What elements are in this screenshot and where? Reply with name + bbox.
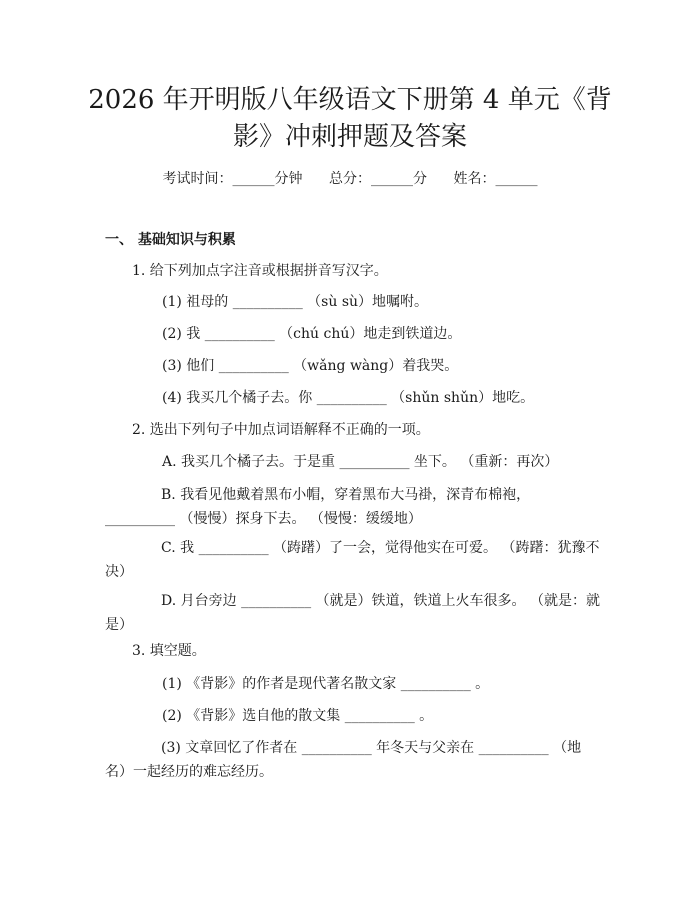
title-line-1: 2026 年开明版八年级语文下册第 4 单元《背 [88,85,612,115]
question-1-item-4: (4) 我买几个橘子去。你 __________ （shǔn shǔn）地吃。 [162,390,535,406]
question-3: 3. 填空题。 [132,643,206,659]
question-1-item-2: (2) 我 __________ （chú chú）地走到铁道边。 [162,326,462,342]
question-2-option-c: C. 我 __________ （踌躇）了一会，觉得他实在可爱。 （踌躇：犹豫不决） [105,540,600,580]
question-1-item-1: (1) 祖母的 __________ （sù sù）地嘱咐。 [162,294,429,310]
question-1: 1. 给下列加点字注音或根据拼音写汉字。 [132,263,388,279]
question-2: 2. 选出下列句子中加点词语解释不正确的一项。 [132,422,430,438]
exam-meta [0,168,700,188]
question-3-item-3: (3) 文章回忆了作者在 __________ 年冬天与父亲在 __________ （地名）一起经历的难忘经历。 [105,740,582,780]
question-2-option-a: A. 我买几个橘子去。于是重 __________ 坐下。 （重新：再次） [162,454,559,470]
question-3-item-1: (1) 《背影》的作者是现代著名散文家 __________ 。 [162,676,490,692]
question-2-option-b: B. 我看见他戴着黑布小帽，穿着黑布大马褂，深青布棉袍， __________ （慢慢）探身下去。 （慢慢：缓缓地） [105,487,531,527]
question-1-item-3: (3) 他们 __________ （wǎng wàng）着我哭。 [162,358,459,374]
exam-score: 总分：______分 [329,171,427,187]
page-title [60,82,640,156]
title-line-2: 影》冲刺押题及答案 [232,122,467,152]
question-2-option-d: D. 月台旁边 __________ （就是）铁道，铁道上火车很多。 （就是：就是） [105,593,600,633]
exam-name: 姓名：______ [453,171,538,187]
exam-time: 考试时间：______分钟 [162,171,303,187]
section-heading: 一、 基础知识与积累 [105,232,236,248]
question-3-item-2: (2) 《背影》选自他的散文集 __________ 。 [162,708,434,724]
